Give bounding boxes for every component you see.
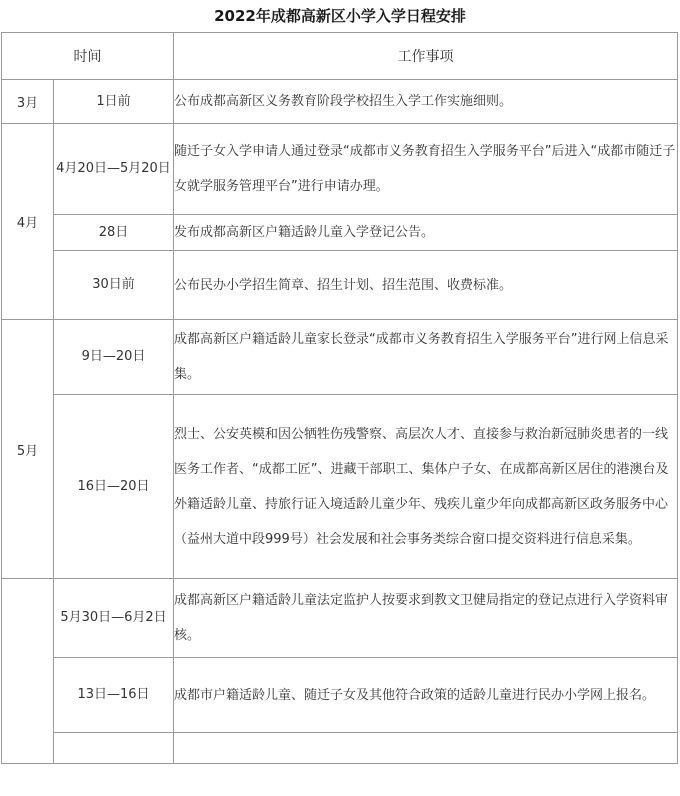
- item-cell: 烈士、公安英模和因公牺牲伤残警察、高层次人才、直接参与救治新冠肺炎患者的一线医务工作者、“成都工匠”、进藏干部职工、集体户子女、在成都高新区居住的港澳台及外籍适龄儿童、持旅行证入境适龄儿童少年、残疾儿童少年向成都高新区政务服务中心（益州大道中段999号）社会发展和社会事务类综合窗口提交资料进行信息采集。: [174, 395, 678, 579]
- page-title: 2022年成都高新区小学入学日程安排: [214, 7, 466, 25]
- table-row: [2, 579, 678, 658]
- table-row: [2, 80, 678, 124]
- header-time: 时间: [2, 33, 174, 80]
- item-cell: 公布民办小学招生简章、招生计划、招生范围、收费标准。: [174, 251, 678, 320]
- item-cell: [174, 733, 678, 764]
- date-cell: 13日—16日: [54, 658, 174, 733]
- date-cell: 1日前: [54, 80, 174, 124]
- date-cell: 28日: [54, 215, 174, 251]
- item-cell: 成都高新区户籍适龄儿童家长登录“成都市义务教育招生入学服务平台”进行网上信息采集。: [174, 320, 678, 395]
- month-cell-april: 4月: [2, 124, 54, 320]
- date-cell: 30日前: [54, 251, 174, 320]
- table-row: [2, 658, 678, 733]
- table-row: [2, 215, 678, 251]
- table-header-row: [2, 33, 678, 80]
- month-cell-june: [2, 579, 54, 764]
- month-cell-march: 3月: [2, 80, 54, 124]
- item-cell: 成都市户籍适龄儿童、随迁子女及其他符合政策的适龄儿童进行民办小学网上报名。: [174, 658, 678, 733]
- date-cell: 16日—20日: [54, 395, 174, 579]
- table-row: [2, 124, 678, 215]
- item-cell: 公布成都高新区义务教育阶段学校招生入学工作实施细则。: [174, 80, 678, 124]
- table-row: [2, 733, 678, 764]
- table-row: [2, 395, 678, 579]
- date-cell: 5月30日—6月2日: [54, 579, 174, 658]
- item-cell: 随迁子女入学申请人通过登录“成都市义务教育招生入学服务平台”后进入“成都市随迁子女就学服务管理平台”进行申请办理。: [174, 124, 678, 215]
- item-cell: 成都高新区户籍适龄儿童法定监护人按要求到教文卫健局指定的登记点进行入学资料审核。: [174, 579, 678, 658]
- month-cell-may: 5月: [2, 320, 54, 579]
- item-cell: 发布成都高新区户籍适龄儿童入学登记公告。: [174, 215, 678, 251]
- schedule-table: [1, 32, 678, 764]
- header-item: 工作事项: [174, 33, 678, 80]
- date-cell: [54, 733, 174, 764]
- table-row: [2, 320, 678, 395]
- date-cell: 4月20日—5月20日: [54, 124, 174, 215]
- date-cell: 9日—20日: [54, 320, 174, 395]
- table-row: [2, 251, 678, 320]
